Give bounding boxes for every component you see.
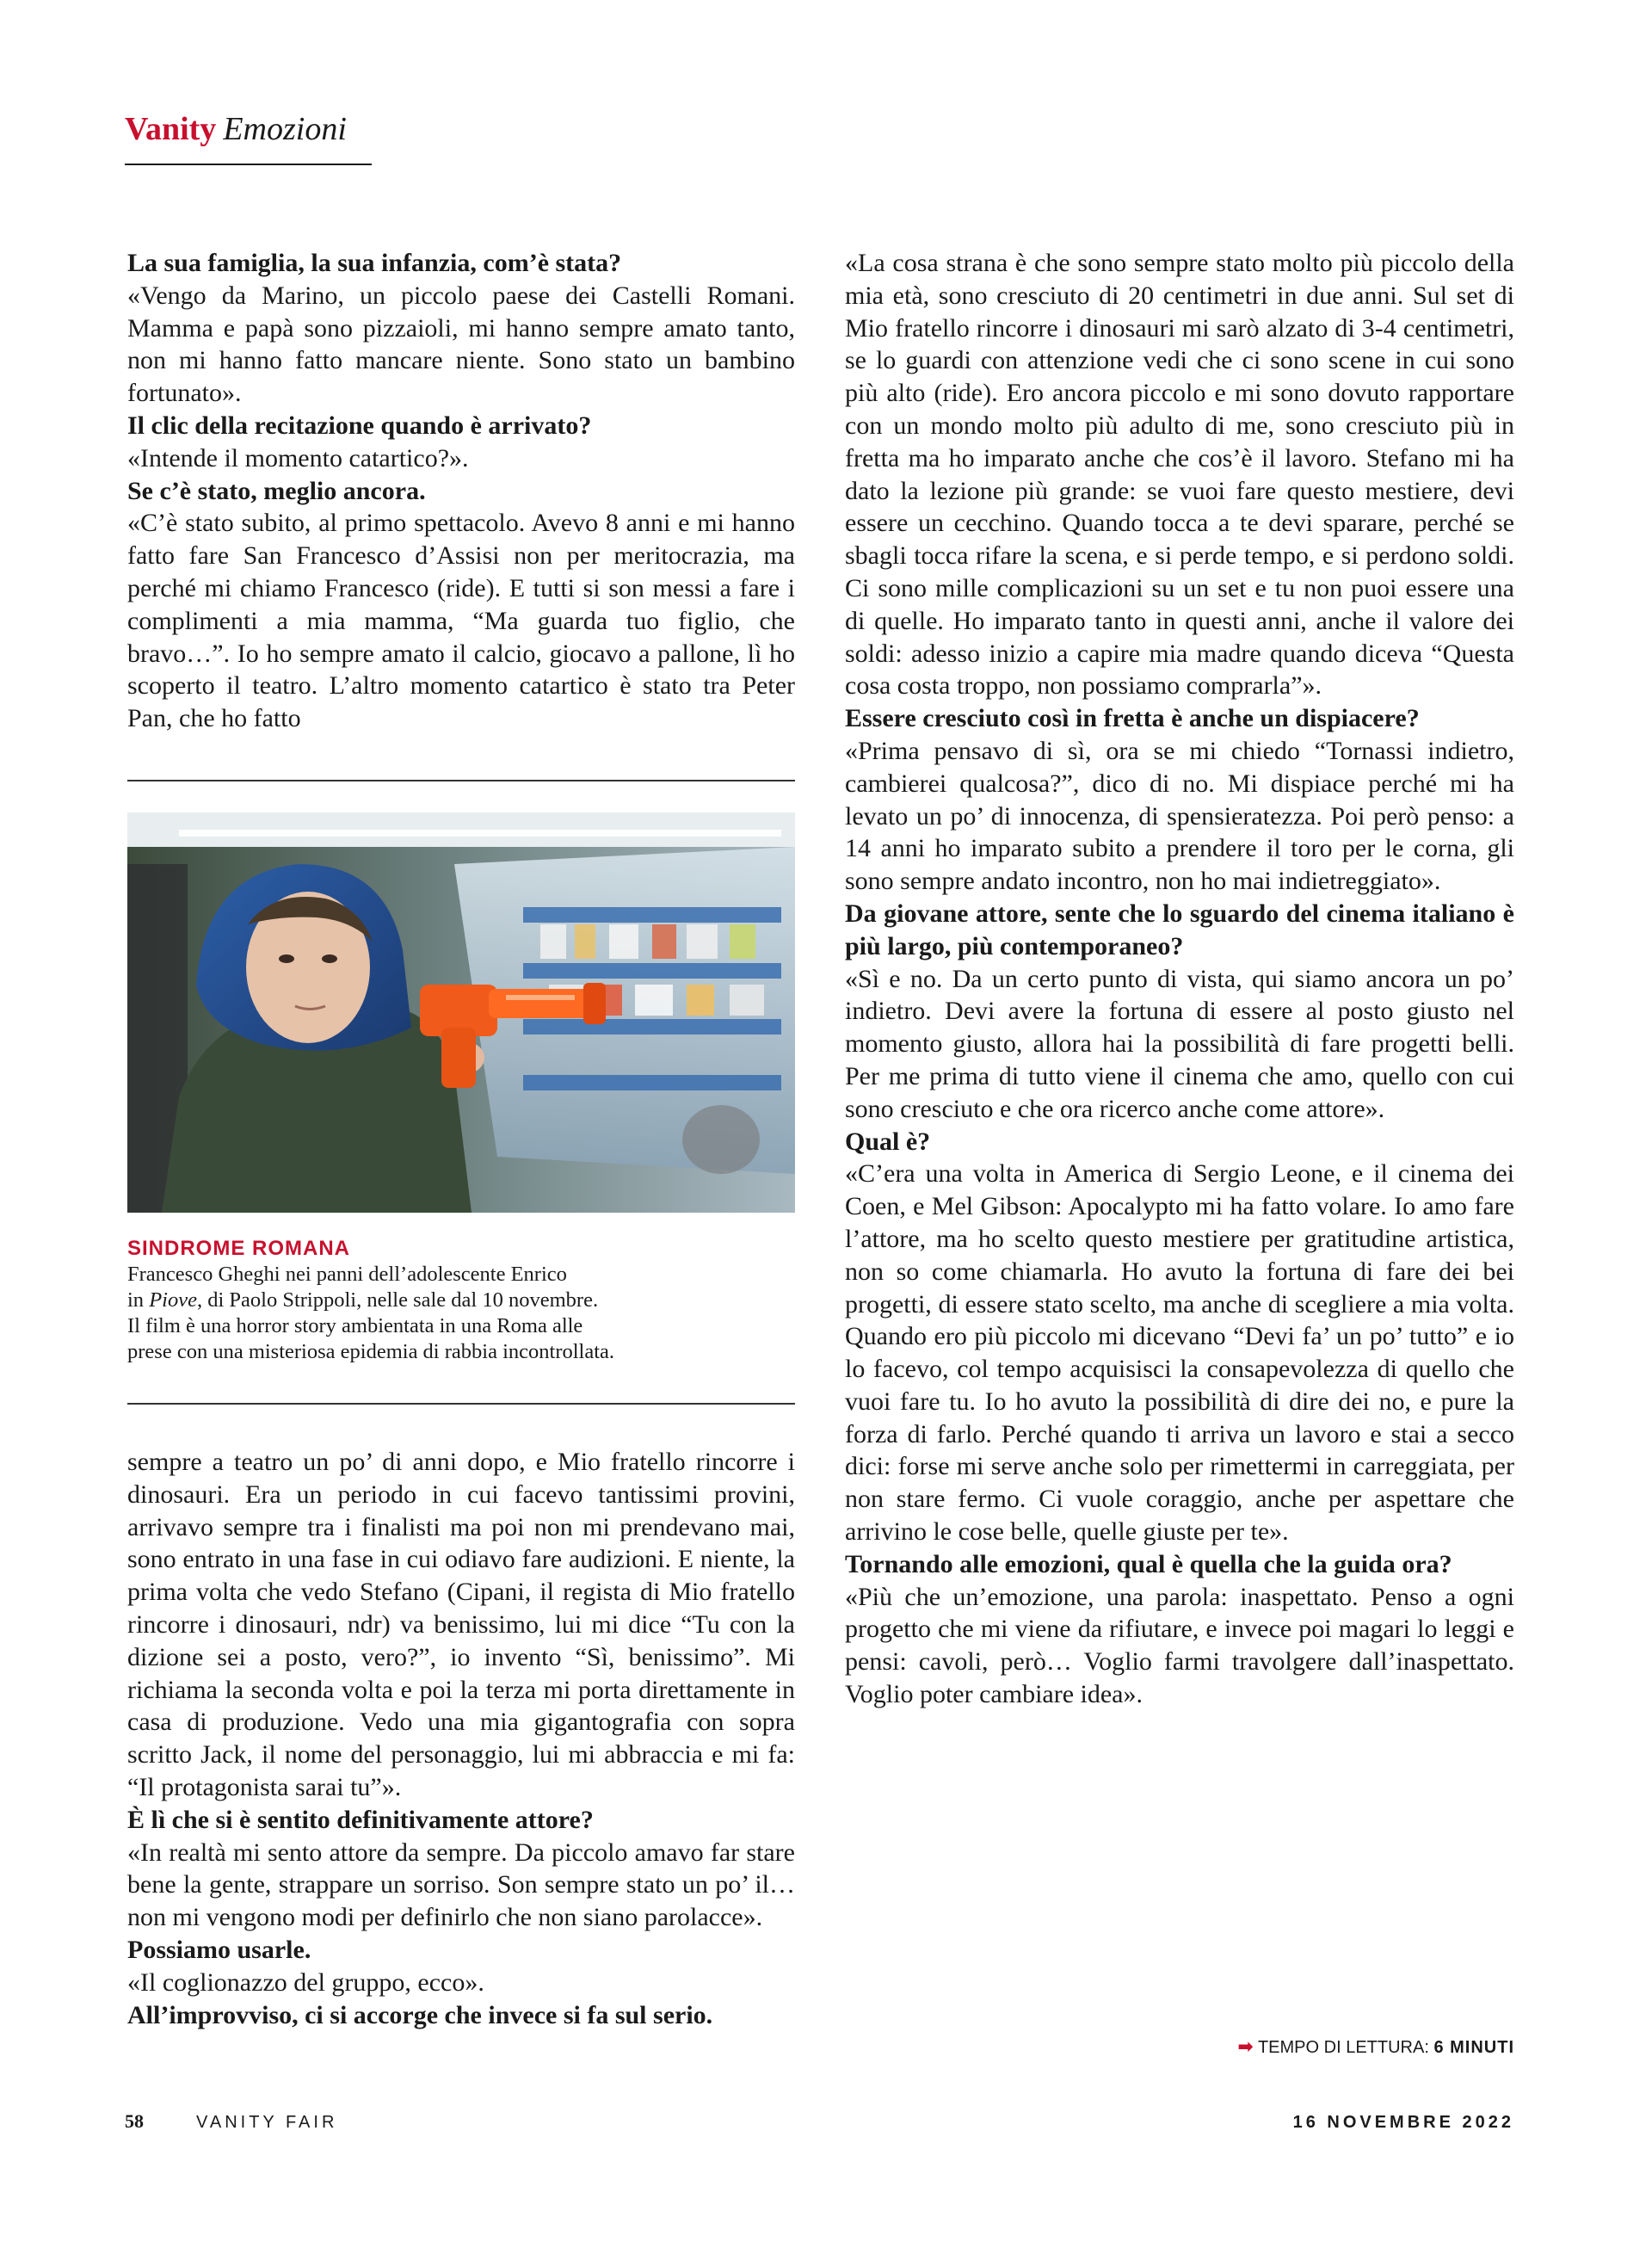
answer: «Intende il momento catartico?».: [127, 443, 469, 472]
reading-time: [1237, 2035, 1514, 2058]
answer: «Vengo da Marino, un piccolo paese dei Castelli Romani. Mamma e papà sono pizzaioli, mi hanno sempre amato tanto, non mi hanno fatto mancare niente. Sono stato un bambino fortunato».: [127, 281, 795, 408]
photo-top-rule: [127, 780, 795, 781]
column-right: [845, 247, 1514, 1711]
section-label: Emozioni: [223, 111, 347, 147]
caption-line: prese con una misteriosa epidemia di rabbia incontrollata.: [127, 1340, 615, 1363]
section-header: [125, 110, 347, 148]
photo-caption: [127, 1236, 795, 1365]
photo-bottom-rule: [127, 1403, 795, 1405]
question: La sua famiglia, la sua infanzia, com’è stata?: [127, 249, 622, 277]
question: Essere cresciuto così in fretta è anche un dispiacere?: [845, 704, 1420, 733]
answer: «Prima pensavo di sì, ora se mi chiedo “Tornassi indietro, cambierei qualcosa?”, dico di no. Mi dispiace perché mi ha levato un po’ di innocenza, di spensieratezza. Poi però penso: a 14 anni ho imparato subito a prendere il toro per le corna, gli sono sempre andato incontro, non ho mai indietreggiato».: [845, 736, 1514, 896]
caption-text: [127, 1262, 795, 1365]
issue-date: 16 NOVEMBRE 2022: [1292, 2113, 1514, 2132]
question: Qual è?: [845, 1127, 931, 1156]
column-left-bottom: [127, 1446, 795, 2031]
question: È lì che si è sentito definitivamente attore?: [127, 1805, 594, 1834]
question: Da giovane attore, sente che lo sguardo del cinema italiano è più largo, più contemporaneo?: [845, 899, 1514, 960]
reading-time-value: 6 MINUTI: [1433, 2038, 1514, 2057]
answer: «C’è stato subito, al primo spettacolo. Avevo 8 anni e mi hanno fatto fare San Francesco d’Assisi non per meritocrazia, ma perché mi chiamo Francesco (ride). E tutti si son messi a fare i complimenti a mia mamma, “Ma guarda tuo figlio, che bravo…”. Io ho sempre amato il calcio, giocavo a pallone, lì ho scoperto il teatro. L’altro momento catartico è stato tra Peter Pan, che ho fatto: [127, 509, 795, 733]
photo-still-boy-with-orange-gun-icon: [127, 812, 795, 1213]
answer: «C’era una volta in America di Sergio Leone, e il cinema dei Coen, e Mel Gibson: Apocalypto mi ha fatto volare. Io amo fare l’attore, ma ho scelto questo mestiere per gratitudine artistica, non so come chiamarla. Ho avuto la fortuna di fare dei bei progetti, di essere stato scelto, ma anche di scegliere a mia volta. Quando ero più piccolo mi dicevano “Devi fa’ un po’ tutto” e io lo facevo, col tempo acquisisci la consapevolezza di quello che vuoi fare tu. Io ho avuto la possibilità di dire dei no, e pure la forza di farlo. Perché quando ti arriva un lavoro e stai a secco dici: forse mi serve anche solo per rimettermi in carreggiata, per non stare fermo. Ci vuole coraggio, anche per aspettare che arrivino le cose belle, quelle giuste per te».: [845, 1159, 1514, 1547]
column-left-top: [127, 247, 795, 735]
page-number: 58: [125, 2110, 144, 2132]
caption-film-title: Piove: [149, 1288, 197, 1312]
question: Il clic della recitazione quando è arrivato?: [127, 411, 592, 440]
question: Se c’è stato, meglio ancora.: [127, 476, 426, 505]
answer: «In realtà mi sento attore da sempre. Da piccolo amavo far stare bene la gente, strappare un sorriso. Son sempre stato un po’ il… non mi vengono modi per definirlo che non siano parolacce».: [127, 1837, 795, 1932]
question: Possiamo usarle.: [127, 1935, 311, 1964]
arrow-right-icon: ➡: [1237, 2035, 1254, 2057]
answer: «La cosa strana è che sono sempre stato molto più piccolo della mia età, sono cresciuto di 20 centimetri in due anni. Sul set di Mio fratello rincorre i dinosauri mi sarò alzato di 3-4 centimetri, se lo guardi con attenzione vedi che ci sono scene in cui sono più alto (ride). Ero ancora piccolo e mi sono dovuto rapportare con un mondo molto più adulto di me, sono cresciuto più in fretta ma ho imparato anche che cos’è il lavoro. Stefano mi ha dato la lezione più grande: se vuoi fare questo mestiere, devi essere un cecchino. Quando tocca a te devi sparare, perché se sbagli tocca rifare la scena, e si perde tempo, e si perdono soldi. Ci sono mille complicazioni su un set e tu non puoi essere una di quelle. Ho imparato tanto in questi anni, anche il valore dei soldi: adesso inizio a capire mia madre quando diceva “Questa cosa costa troppo, non possiamo comprarla”».: [845, 249, 1514, 701]
answer: «Sì e no. Da un certo punto di vista, qui siamo ancora un po’ indietro. Devi avere la fortuna di essere al posto giusto nel momento giusto, allora hai la possibilità di fare progetti belli. Per me prima di tutto viene il cinema che amo, quello con cui sono cresciuto e che ora ricerco anche come attore».: [845, 964, 1514, 1123]
caption-line: Francesco Gheghi nei panni dell’adolescente Enrico: [127, 1263, 567, 1286]
brand-label: Vanity: [125, 111, 217, 147]
caption-line-prefix: in: [127, 1288, 150, 1312]
caption-line-suffix: , di Paolo Strippoli, nelle sale dal 10 novembre.: [196, 1288, 599, 1312]
caption-line: Il film è una horror story ambientata in una Roma alle: [127, 1314, 583, 1337]
caption-title: SINDROME ROMANA: [127, 1237, 350, 1260]
photo-still: [127, 812, 795, 1213]
answer: «Più che un’emozione, una parola: inaspettato. Penso a ogni progetto che mi viene da rifiutare, e invece poi magari lo leggi e pensi: cavoli, però… Voglio farmi travolgere dall’inaspettato. Voglio poter cambiare idea».: [845, 1582, 1514, 1709]
question: Tornando alle emozioni, qual è quella che la guida ora?: [845, 1549, 1452, 1578]
magazine-name: VANITY FAIR: [196, 2113, 338, 2132]
question: All’improvviso, ci si accorge che invece si fa sul serio.: [127, 2000, 713, 2029]
caption-line: [127, 1288, 795, 1313]
header-rule: [125, 164, 372, 165]
answer: sempre a teatro un po’ di anni dopo, e Mio fratello rincorre i dinosauri. Era un periodo in cui facevo tantissimi provini, arrivavo sempre tra i finalisti ma poi non mi prendevano mai, sono entrato in una fase in cui odiavo fare audizioni. E niente, la prima volta che vedo Stefano (Cipani, il regista di Mio fratello rincorre i dinosauri, ndr) va benissimo, lui mi dice “Tu con la dizione sei a posto, vero?”, io invento “Sì, benissimo”. Mi richiama la seconda volta e poi la terza mi porta direttamente in casa di produzione. Vedo una mia gigantografia con sopra scritto Jack, il nome del personaggio, lui mi abbraccia e mi fa: “Il protagonista sarai tu”».: [127, 1448, 795, 1801]
reading-time-label: TEMPO DI LETTURA:: [1257, 2038, 1429, 2057]
answer: «Il coglionazzo del gruppo, ecco».: [127, 1967, 484, 1997]
